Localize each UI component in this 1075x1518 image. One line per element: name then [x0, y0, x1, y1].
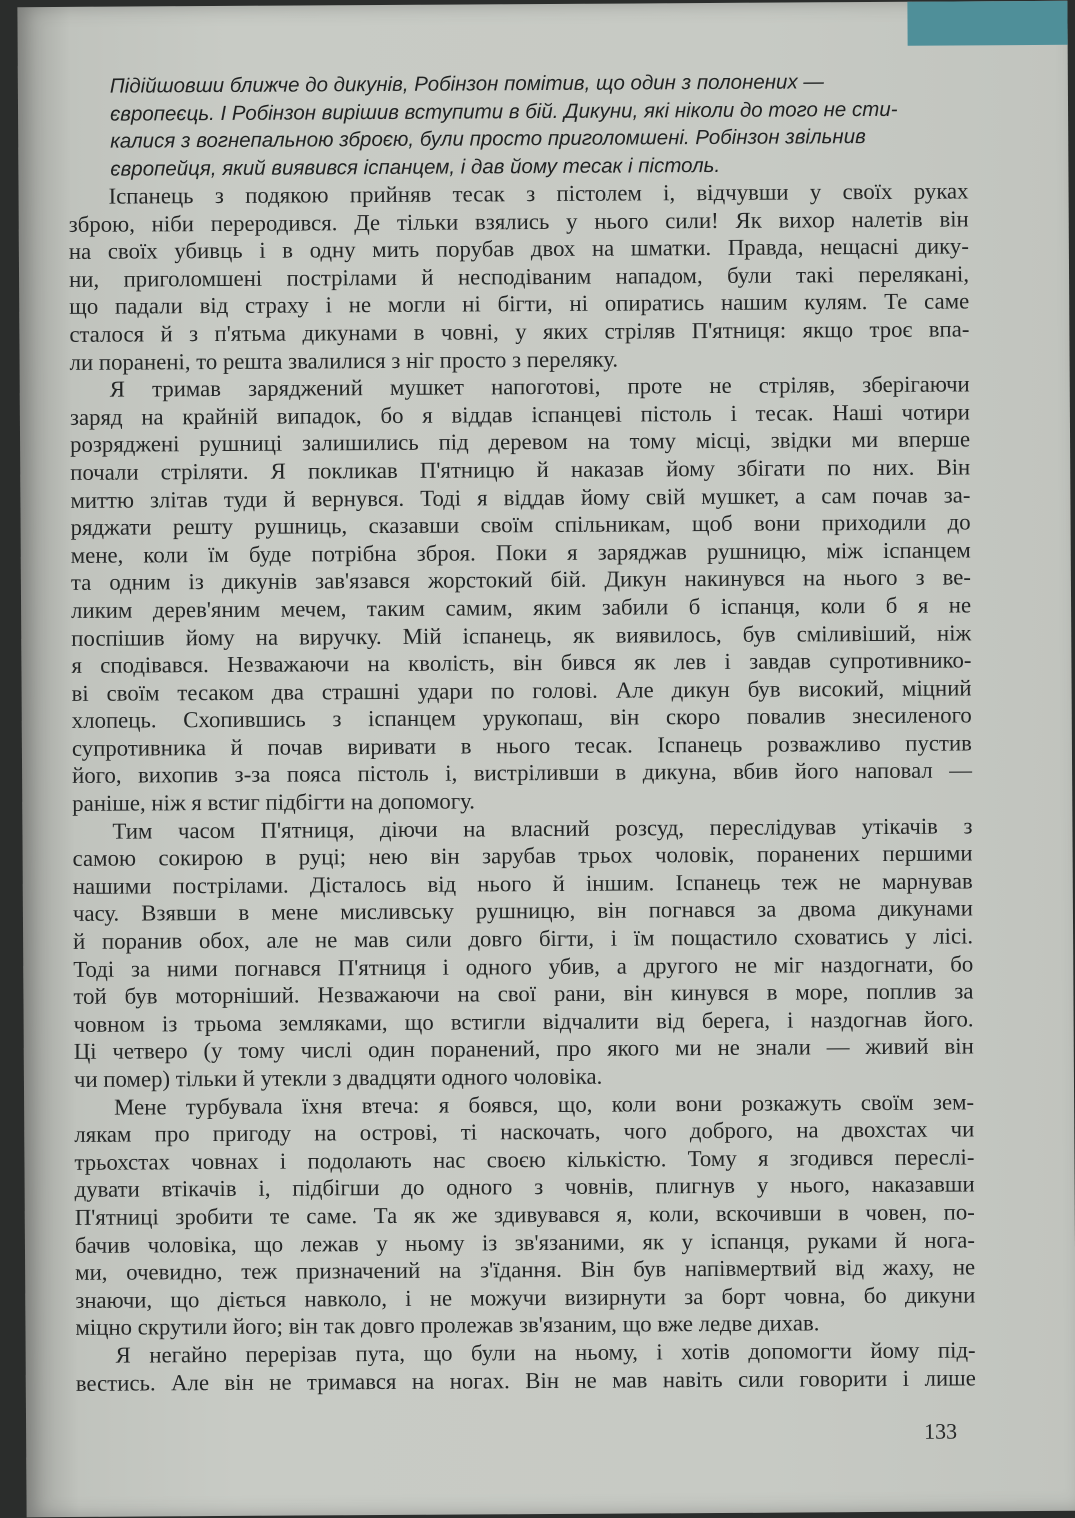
text-line: поспішив йому на виручку. Мій іспанець, як виявилось, був сміливіший, ніж [71, 619, 972, 651]
text-line: нашими пострілами. Дісталось від нього й іншим. Іспанець теж не марнував [72, 868, 973, 899]
text-line: хлопець. Схопившись з іспанцем урукопаш, він скоро повалив знесиленого [71, 702, 972, 734]
text-line: заряд на крайній випадок, бо я віддав іспанцеві пістоль і тесак. Наші чотири [69, 399, 970, 430]
text-line: Тим часом П'ятниця, діючи на власний розсуд, переслідував утікачів з [112, 813, 973, 844]
paragraph [74, 1088, 976, 1342]
text-line: його, вихопив з-за пояса пістоль і, вистріливши в дикуна, вбив його наповал — [72, 757, 973, 789]
text-line: трьохстах човнах і подолають нас своєю кількістю. Тому я згодився переслі- [74, 1144, 975, 1175]
text-line: ликим дерев'яним мечем, таким самим, яким забили б іспанця, коли б я не [71, 592, 972, 623]
text-line: чи помер) тільки й утекли з двадцяти одного чоловіка. [73, 1063, 603, 1092]
text-line: миттю злітав туди й вернувся. Тоді я віддав йому свій мушкет, а сам почав за- [70, 481, 971, 513]
text-line: Я негайно перерізав пута, що були на ньому, і хотів допомогти йому під- [115, 1337, 976, 1368]
text-line: самою сокирою в руці; нею він зарубав трьох чоловік, поранених першими [72, 840, 973, 872]
page-number: 133 [924, 1418, 958, 1444]
paragraph [76, 1336, 976, 1397]
paragraph [72, 812, 974, 1093]
text-line: ми, очевидно, теж призначений на з'їдання. Він був напівмертвий від жаху, не [75, 1254, 976, 1286]
text-line: ві своїм тесаком два страшні удари по голові. Але дикун був високий, міцний [71, 675, 972, 706]
intro-line: калися з вогнепальною зброєю, були просто приголомшені. Робінзон звільнив [110, 125, 866, 153]
text-line: Тоді за ними погнався П'ятниця і одного убив, а другого не міг наздогнати, бо [73, 951, 974, 982]
text-line: почали стріляти. Я покликав П'ятницю й наказав йому збігати по них. Він [70, 454, 971, 485]
text-line: вестись. Але він не тримався на ногах. Він не мав навіть сили говорити і лише [75, 1364, 976, 1396]
intro-summary [110, 67, 961, 182]
text-line: дувати втікачів і, підбігши до одного з човнів, плигнув у нього, наказавши [74, 1171, 975, 1203]
text-line: що падали від страху і не могли ні бігти, ні опиратись нашим кулям. Те саме [69, 288, 970, 320]
text-line: Ці четверо (у тому числі один поранений, про якого ми не знали — живий він [73, 1033, 974, 1065]
paragraph [68, 177, 969, 376]
text-line: ли поранені, то решта звалилися з ніг просто з переляку. [69, 346, 619, 375]
intro-line: Підійшовши ближче до дикунів, Робінзон помітив, що один з полонених — [109, 70, 824, 98]
text-line: Я тримав заряджений мушкет напоготові, проте не стріляв, зберігаючи [109, 371, 970, 402]
text-line: лякам про пригоду на острові, ті наскочать, чого доброго, на двохстах чи [74, 1116, 975, 1148]
text-line: сталося й з п'ятьма дикунами в човні, у яких стріляв П'ятниця: якщо троє впа- [69, 316, 970, 347]
text-line: раніше, ніж я встиг підбігти на допомогу. [72, 788, 476, 816]
text-line: П'ятниці зробити те саме. Та як же здивувався я, коли, вскочивши в човен, по- [74, 1199, 975, 1230]
intro-line: європеєць. І Робінзон вирішив вступити в бій. Дикуни, які ніколи до того не сти- [109, 97, 898, 126]
text-line: бачив чоловіка, що лежав у ньому із зв'язаними, як у іспанця, руками й нога- [74, 1226, 976, 1258]
text-line: ряджати решту рушниць, сказавши своїм спільникам, щоб вони приходили до [70, 509, 971, 541]
text-line: супротивника й почав виривати в нього тесак. Іспанець розважливо пустив [71, 730, 972, 761]
text-line: знаючи, що діється навколо, і не можучи визирнути за борт човна, бо дикуни [75, 1282, 976, 1313]
main-text [68, 177, 975, 1397]
paragraph [70, 371, 973, 818]
intro-line: європейця, який виявився іспанцем, і дав йому тесак і пістоль. [110, 153, 721, 181]
book-page [17, 1, 1075, 1517]
text-line: Іспанець з подякою прийняв тесак з пістолем і, відчувши у своїх руках [108, 178, 969, 209]
text-line: часу. Взявши в мене мисливську рушницю, він погнався за двома дикунами [72, 895, 973, 927]
text-line: на своїх убивць і в одну мить порубав двох на шматки. Правда, нещасні дику- [68, 233, 969, 265]
text-line: зброю, ніби переродився. Де тільки взялись у нього сили! Як вихор налетів він [68, 206, 969, 237]
corner-color-tab [907, 1, 1067, 46]
text-line: я сподівався. Незважаючи на кволість, він бився як лев і завдав супротивнико- [71, 647, 972, 678]
text-line: Мене турбувала їхня втеча: я боявся, що, коли вони розкажуть своїм зем- [114, 1088, 975, 1120]
text-line: той був моторніший. Незважаючи на свої рани, він кинувся в море, поплив за [73, 978, 974, 1010]
text-line: й поранив обох, але не мав сили довго бігти, і їм пощастило сховатись у лісі. [73, 923, 974, 954]
text-line: та одним із дикунів зав'язався жорстокий бій. Дикун накинувся на нього з ве- [70, 564, 971, 596]
text-line: міцно скрутили його; він так довго пролежав зв'язаним, що вже ледве дихав. [75, 1310, 820, 1341]
text-line: мене, коли їм буде потрібна зброя. Поки я заряджав рушницю, між іспанцем [70, 537, 971, 568]
text-line: ни, приголомшені пострілами й несподіваним нападом, були такі перелякані, [68, 261, 970, 292]
text-line: розряджені рушниці залишились під деревом на тому місці, звідки ми вперше [69, 426, 971, 458]
text-line: човном із трьома земляками, що встигли відчалити від берега, і наздогнав його. [73, 1006, 974, 1037]
